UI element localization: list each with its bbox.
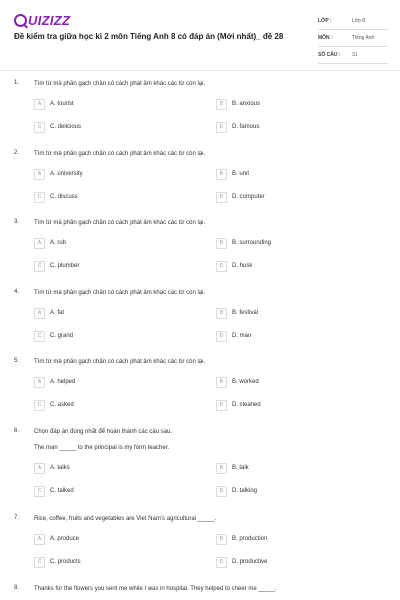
- option-letter-box: A: [34, 534, 45, 545]
- option-text: D. productive: [232, 559, 268, 565]
- option-letter-box: A: [34, 169, 45, 180]
- option-text: B. festival: [232, 310, 259, 316]
- option-text: B. production: [232, 536, 268, 542]
- answer-option-a[interactable]: [34, 98, 74, 110]
- answer-option-a[interactable]: [34, 462, 70, 474]
- option-letter-box: D: [216, 331, 227, 342]
- question-text: Tìm từ mà phần gạch chân có cách phát âm khác các từ còn lại.: [34, 290, 206, 296]
- option-letter-box: C: [34, 192, 45, 203]
- option-text: D. husk: [232, 263, 253, 269]
- question-text: Rice, coffee, fruits and vegetables are Viet Nam's agricultural _____.: [34, 516, 217, 522]
- option-letter-box: C: [34, 122, 45, 133]
- option-letter-box: A: [34, 463, 45, 474]
- answer-option-d[interactable]: [216, 330, 251, 342]
- option-text: B. anxious: [232, 101, 261, 107]
- document-title: Đề kiểm tra giữa học kì 2 môn Tiếng Anh 8 có đáp án (Mới nhất)_ đề 28: [14, 32, 284, 41]
- option-letter-box: D: [216, 261, 227, 272]
- option-letter-box: B: [216, 308, 227, 319]
- answer-option-c[interactable]: [34, 191, 78, 203]
- option-text: C. delicious: [50, 124, 82, 130]
- option-text: C. grand: [50, 333, 74, 339]
- answer-option-d[interactable]: [216, 399, 261, 411]
- option-text: B. talk: [232, 465, 249, 471]
- option-letter-box: D: [216, 192, 227, 203]
- answer-option-d[interactable]: [216, 121, 259, 133]
- meta-value: Tiếng Anh: [352, 35, 375, 41]
- option-text: D. famous: [232, 124, 260, 130]
- question-number: 2.: [14, 150, 20, 156]
- option-text: A. tourist: [50, 101, 74, 107]
- option-letter-box: A: [34, 377, 45, 388]
- meta-label: MÔN :: [318, 35, 333, 41]
- option-text: A. university: [50, 171, 83, 177]
- option-text: D. man: [232, 333, 252, 339]
- option-text: B. unit: [232, 171, 250, 177]
- option-letter-box: A: [34, 308, 45, 319]
- question-number: 5.: [14, 358, 20, 364]
- option-letter-box: B: [216, 463, 227, 474]
- question-number: 3.: [14, 219, 20, 225]
- answer-option-c[interactable]: [34, 330, 73, 342]
- answer-option-c[interactable]: [34, 556, 81, 568]
- question-number: 1.: [14, 80, 20, 86]
- meta-row-grade: [318, 13, 388, 30]
- question-text: Tìm từ mà phần gạch chân có cách phát âm khác các từ còn lại.: [34, 359, 206, 365]
- option-text: C. asked: [50, 402, 74, 408]
- answer-option-d[interactable]: [216, 260, 252, 272]
- option-text: C. talked: [50, 488, 74, 494]
- answer-option-b[interactable]: [216, 168, 249, 180]
- option-text: D. computer: [232, 194, 265, 200]
- question-text: Tìm từ mà phần gạch chân có cách phát âm khác các từ còn lại.: [34, 220, 206, 226]
- meta-value: 31: [352, 52, 358, 58]
- meta-table: [318, 13, 388, 64]
- option-letter-box: B: [216, 99, 227, 110]
- option-text: C. products: [50, 559, 81, 565]
- quizizz-logo: [14, 13, 70, 27]
- option-letter-box: B: [216, 238, 227, 249]
- answer-option-b[interactable]: [216, 98, 260, 110]
- option-text: A. rub: [50, 240, 67, 246]
- option-letter-box: B: [216, 169, 227, 180]
- option-letter-box: B: [216, 534, 227, 545]
- option-letter-box: B: [216, 377, 227, 388]
- answer-option-d[interactable]: [216, 556, 267, 568]
- answer-option-a[interactable]: [34, 237, 66, 249]
- meta-row-count: [318, 47, 388, 64]
- answer-option-a[interactable]: [34, 376, 75, 388]
- question-number: 7.: [14, 515, 20, 521]
- answer-option-b[interactable]: [216, 462, 249, 474]
- option-text: C. discuss: [50, 194, 78, 200]
- question-sentence: The man _____ to the principal is my form teacher.: [34, 445, 170, 451]
- meta-label: SỐ CÂU :: [318, 52, 341, 58]
- option-letter-box: C: [34, 557, 45, 568]
- meta-label: LỚP :: [318, 18, 332, 24]
- answer-option-b[interactable]: [216, 376, 259, 388]
- option-letter-box: A: [34, 99, 45, 110]
- answer-option-b[interactable]: [216, 533, 267, 545]
- option-text: C. plumber: [50, 263, 80, 269]
- option-letter-box: D: [216, 122, 227, 133]
- answer-option-a[interactable]: [34, 168, 83, 180]
- header-divider: [0, 70, 400, 71]
- option-text: A. helped: [50, 379, 76, 385]
- question-text: Thanks for the flowers you sent me while I was in hospital. They helped to cheer me _____.: [34, 586, 277, 592]
- option-text: A. fat: [50, 310, 65, 316]
- answer-option-c[interactable]: [34, 485, 74, 497]
- answer-option-a[interactable]: [34, 533, 79, 545]
- logo-text: UIZIZZ: [28, 12, 71, 28]
- logo-q-icon: [14, 14, 27, 27]
- question-number: 4.: [14, 289, 20, 295]
- meta-row-subject: [318, 30, 388, 47]
- option-text: B. worked: [232, 379, 259, 385]
- option-letter-box: C: [34, 261, 45, 272]
- option-letter-box: A: [34, 238, 45, 249]
- answer-option-c[interactable]: [34, 260, 79, 272]
- answer-option-b[interactable]: [216, 307, 258, 319]
- answer-option-a[interactable]: [34, 307, 64, 319]
- question-text: Chọn đáp án đúng nhất để hoàn thành các câu sau.: [34, 429, 173, 435]
- answer-option-c[interactable]: [34, 121, 81, 133]
- question-number: 8.: [14, 585, 20, 591]
- question-number: 6.: [14, 428, 20, 434]
- question-text: Tìm từ mà phần gạch chân có cách phát âm khác các từ còn lại.: [34, 151, 206, 157]
- document-header: [0, 0, 400, 64]
- option-text: D. cleaned: [232, 402, 261, 408]
- answer-option-c[interactable]: [34, 399, 74, 411]
- option-text: A. produce: [50, 536, 80, 542]
- question-text: Tìm từ mà phần gạch chân có cách phát âm khác các từ còn lại.: [34, 81, 206, 87]
- option-text: A. talks: [50, 465, 70, 471]
- option-text: B. surrounding: [232, 240, 272, 246]
- option-letter-box: C: [34, 331, 45, 342]
- option-letter-box: C: [34, 400, 45, 411]
- answer-option-d[interactable]: [216, 191, 265, 203]
- answer-option-b[interactable]: [216, 237, 271, 249]
- option-letter-box: C: [34, 486, 45, 497]
- option-text: D. talking: [232, 488, 258, 494]
- option-letter-box: D: [216, 400, 227, 411]
- option-letter-box: D: [216, 486, 227, 497]
- answer-option-d[interactable]: [216, 485, 257, 497]
- option-letter-box: D: [216, 557, 227, 568]
- meta-value: Lớp 8: [352, 18, 366, 24]
